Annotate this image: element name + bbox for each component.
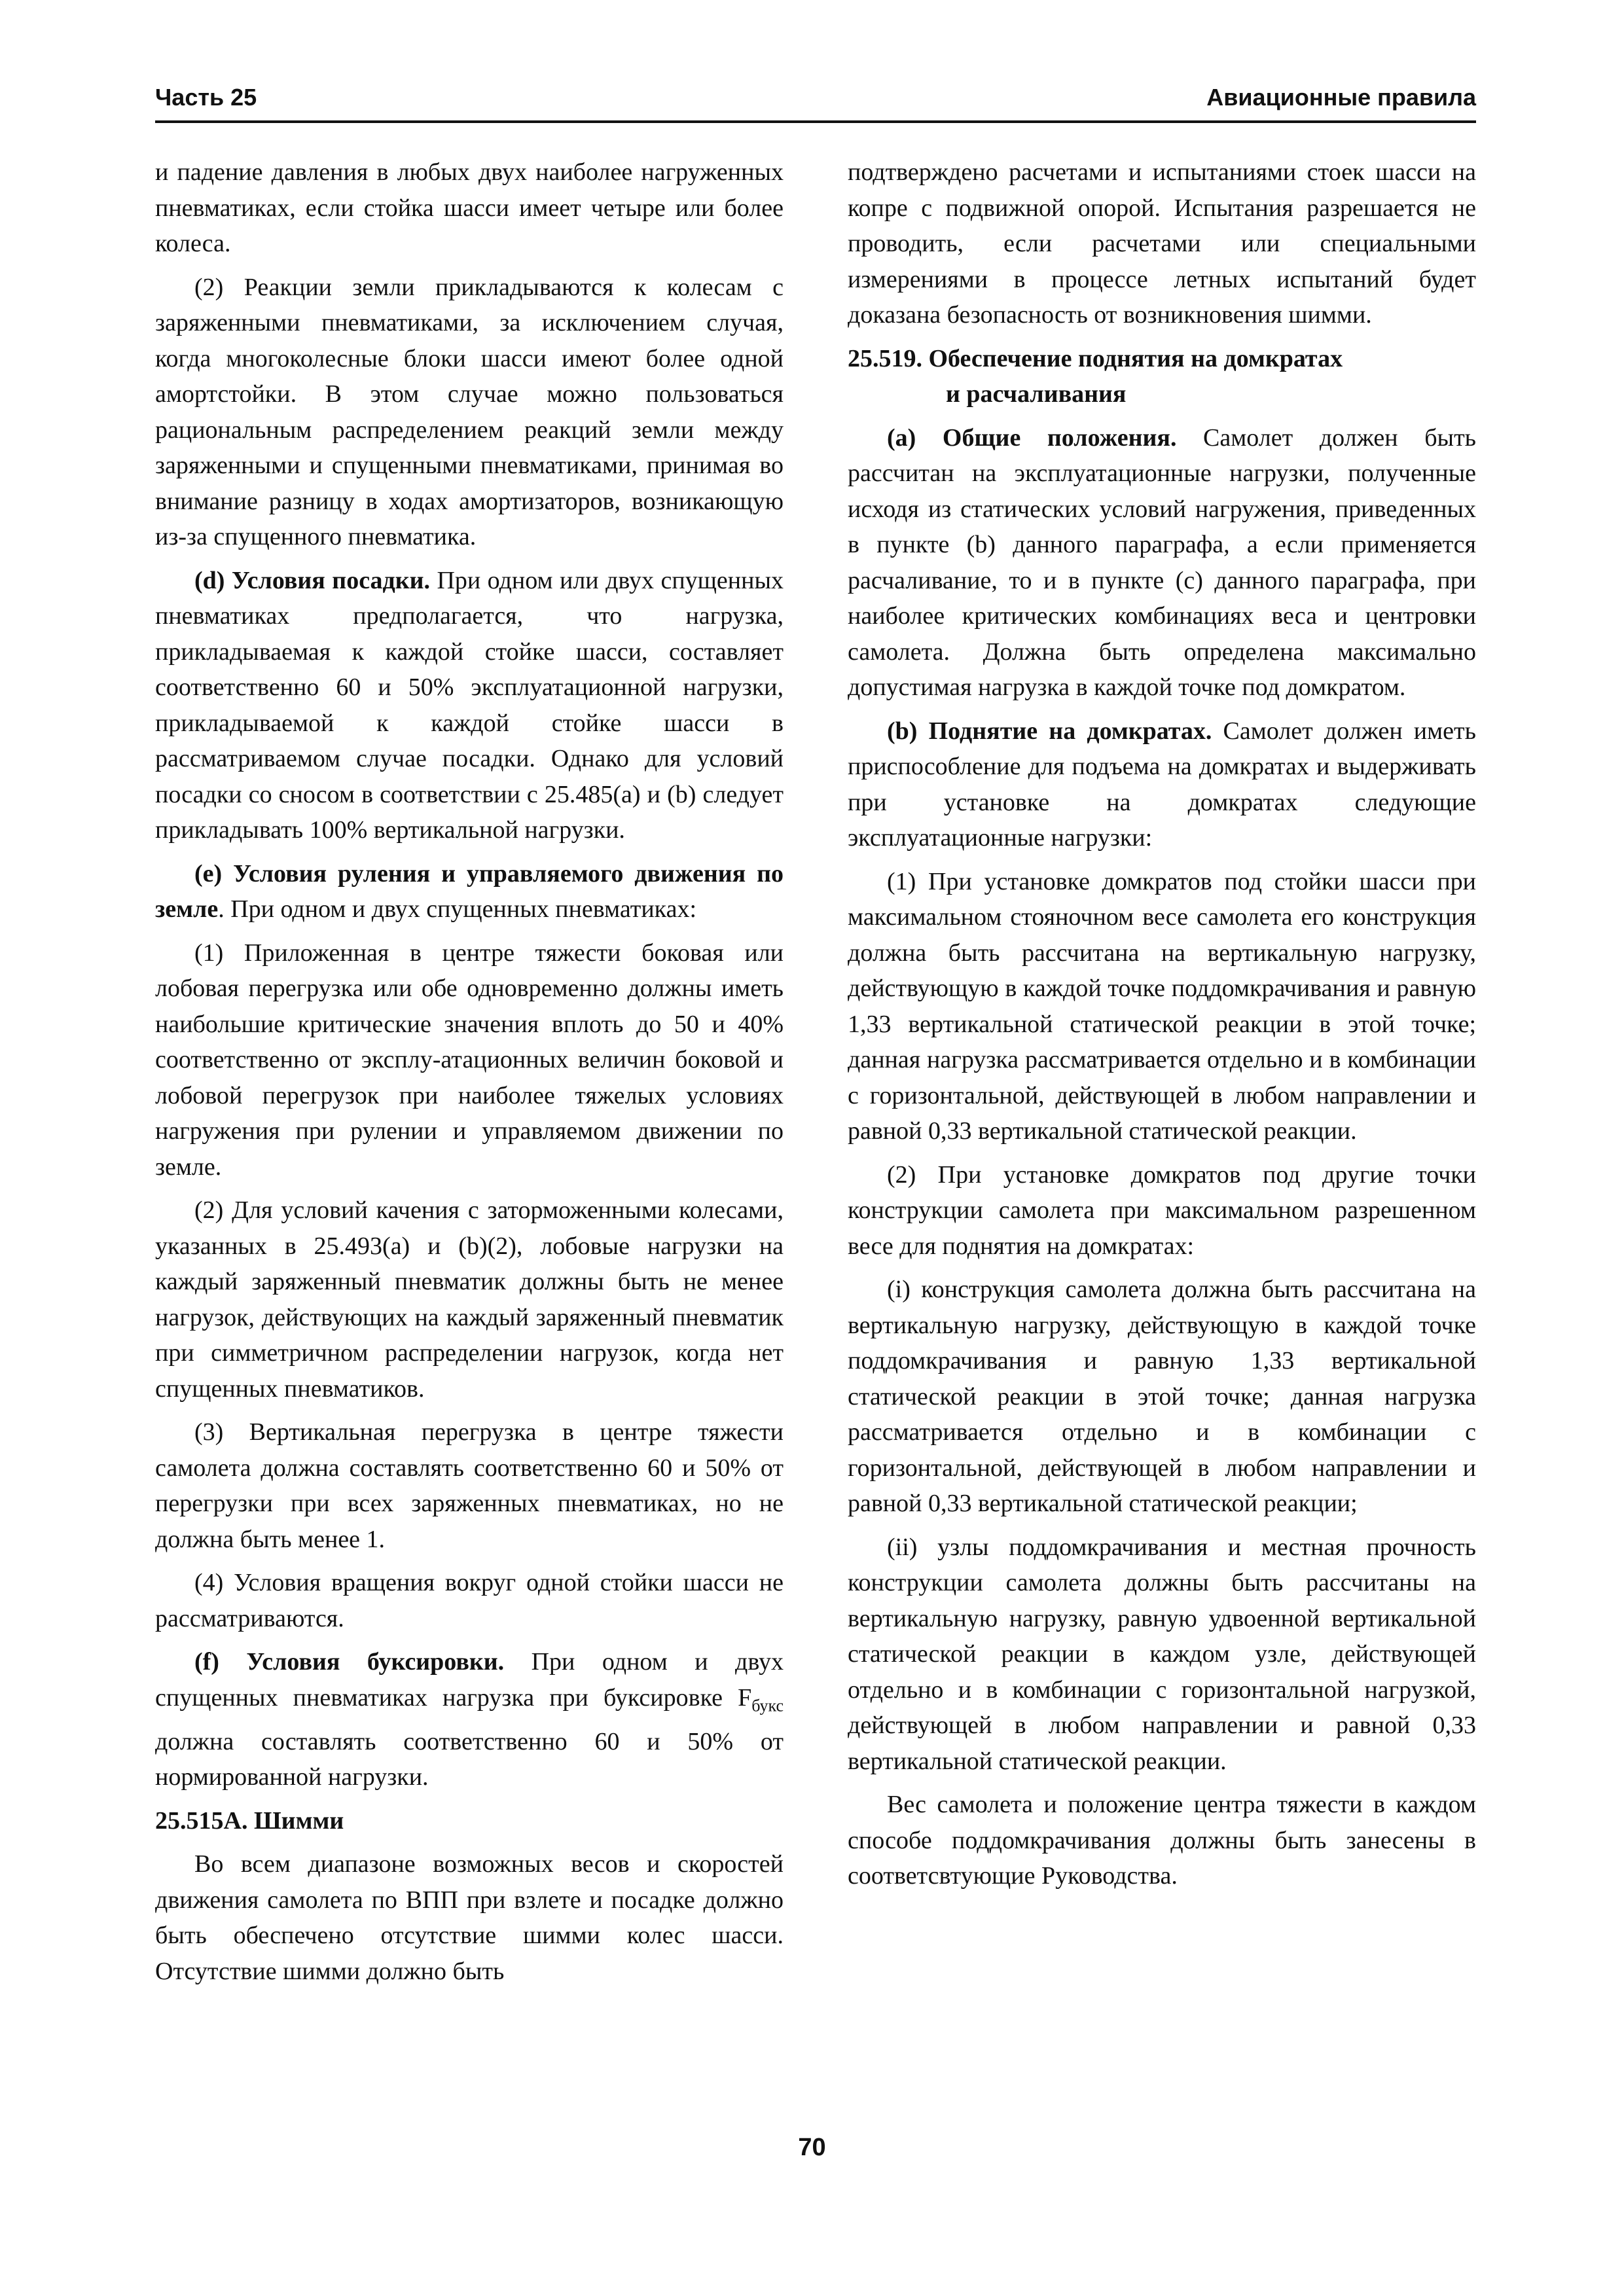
- clause-label: (b) Поднятие на домкратах.: [887, 717, 1212, 745]
- paragraph: и падение давления в любых двух наиболее нагруженных пневматиках, если стойка шасси имеет четыре или более колеса.: [155, 158, 784, 257]
- paragraph: подтверждено расчетами и испытаниями стоек шасси на копре с подвижной опорой. Испытания разрешается не проводить, если расчетами или специальными измерениями в процессе летных испытаний будет доказана безопасность от возникновения шимми.: [848, 158, 1476, 329]
- section-title: 25.519. Обеспечение поднятия на домкратах и расчаливания: [848, 344, 1343, 408]
- paragraph: (2) Реакции земли прикладываются к колесам с заряженными пневматиками, за исключением случая, когда многоколесные блоки шасси имеют более одной амортстойки. В этом случае можно пользоваться рациональным распределением реакций земли между заряженными и спущенными пневматиками, принимая во внимание разницу в ходах амортизаторов, возникающую из-за спущенного пневматика.: [155, 273, 784, 550]
- paragraph-d: (d) Условия посадки. При одном или двух спущенных пневматиках предполагается, что нагрузка, прикладываемая к каждой стойке шасси, составляет соответственно 60 и 50% эксплуатационной нагрузки, прикладываемой к каждой стойке шасси в рассматриваемом случае посадки. Однако для условий посадки со сносом в соответствии с 25.485(a) и (b) следует прикладывать 100% вертикальной нагрузки.: [155, 566, 784, 844]
- section-title: 25.515А. Шимми: [155, 1806, 344, 1835]
- paragraph-f: (f) Условия буксировки. При одном и двух спущенных пневматиках нагрузка при буксировке $F_{букс}$ должна составлять соответственно 60 и 50% от нормированной нагрузки.: [155, 1648, 784, 1791]
- left-column: [155, 154, 784, 1997]
- paragraph-e: (e) Условия руления и управляемого движения по земле. При одном и двух спущенных пневматиках:: [155, 859, 784, 923]
- clause-label: (d) Условия посадки.: [194, 566, 431, 594]
- clause-label: (a) Общие положения.: [887, 423, 1177, 452]
- paragraph: (3) Вертикальная перегрузка в центре тяжести самолета должна составлять соответственно 60 и 50% от перегрузки при всех заряженных пневматиках, но не должна быть менее 1.: [155, 1418, 784, 1553]
- paragraph: (2) Для условий качения с заторможенными колесами, указанных в 25.493(a) и (b)(2), лобовые нагрузки на каждый заряженный пневматик должны быть не менее нагрузок, действующих на каждый заряженный пневматик при симметричном распределении нагрузок, когда нет спущенных пневматиков.: [155, 1196, 784, 1403]
- paragraph: Вес самолета и положение центра тяжести в каждом способе поддомкрачивания должны быть занесены в соответсвтующие Руководства.: [848, 1791, 1476, 1890]
- paragraph-a: (a) Общие положения. Самолет должен быть рассчитан на эксплуатационные нагрузки, полученные исходя из статических условий нагружения, приведенных в пункте (b) данного параграфа, а если применяется расчаливание, то и в пункте (c) данного параграфа, при наиболее критических комбинациях веса и центровки самолета. Должна быть определена максимально допустимая нагрузка в каждой точке под домкратом.: [848, 423, 1477, 701]
- paragraph-b: (b) Поднятие на домкратах. Самолет должен иметь приспособление для подъема на домкратах и выдерживать при установке на домкратах следующие эксплуатационные нагрузки:: [848, 717, 1476, 852]
- right-column: [848, 154, 1476, 1902]
- paragraph: (i) конструкция самолета должна быть рассчитана на вертикальную нагрузку, действующую в каждой точке поддомкрачивания и равную 1,33 вертикальной статической реакции в этой точке; данная нагрузка рассматривается отдельно и в комбинации с горизонтальной, действующей в любом направлении и равной 0,33 вертикальной статической реакции;: [848, 1276, 1476, 1517]
- paragraph: Во всем диапазоне возможных весов и скоростей движения самолета по ВПП при взлете и посадке должно быть обеспечено отсутствие шимми колес шасси. Отсутствие шимми должно быть: [155, 1850, 784, 1985]
- header-title: Авиационные правила: [1206, 84, 1476, 111]
- paragraph: (ii) узлы поддомкрачивания и местная прочность конструкции самолета должны быть рассчитаны на вертикальную нагрузку, равную удвоенной вертикальной статической реакции в каждом узле, действующей отдельно и в комбинации с горизонтальной нагрузкой, действующей в любом направлении и равной 0,33 вертикальной статической реакции.: [848, 1533, 1476, 1775]
- clause-label: (f) Условия буксировки.: [194, 1648, 505, 1676]
- header-part: Часть 25: [155, 84, 257, 111]
- paragraph: (2) При установке домкратов под другие точки конструкции самолета при максимальном разрешенном весе для поднятия на домкратах:: [848, 1160, 1476, 1260]
- clause-label: (e) Условия руления и управляемого движения по земле: [155, 859, 784, 923]
- page-number: 70: [798, 2134, 826, 2161]
- page-header: [155, 77, 1476, 123]
- paragraph: (1) При установке домкратов под стойки шасси при максимальном стояночном весе самолета его конструкция должна быть рассчитана на вертикальную нагрузку, действующую в каждой точке поддомкрачивания и равную 1,33 вертикальной статической реакции в этой точке; данная нагрузка рассматривается отдельно и в комбинации с горизонтальной, действующей в любом направлении и равной 0,33 вертикальной статической реакции.: [848, 867, 1476, 1145]
- paragraph: (1) Приложенная в центре тяжести боковая или лобовая перегрузка или обе одновременно должны иметь наибольшие критические значения вплоть до 50 и 40% соответственно от эксплу-атационных величин боковой и лобовой перегрузок при наиболее тяжелых условиях нагружения при рулении и управляемом движении по земле.: [155, 939, 784, 1181]
- paragraph: (4) Условия вращения вокруг одной стойки шасси не рассматриваются.: [155, 1569, 784, 1632]
